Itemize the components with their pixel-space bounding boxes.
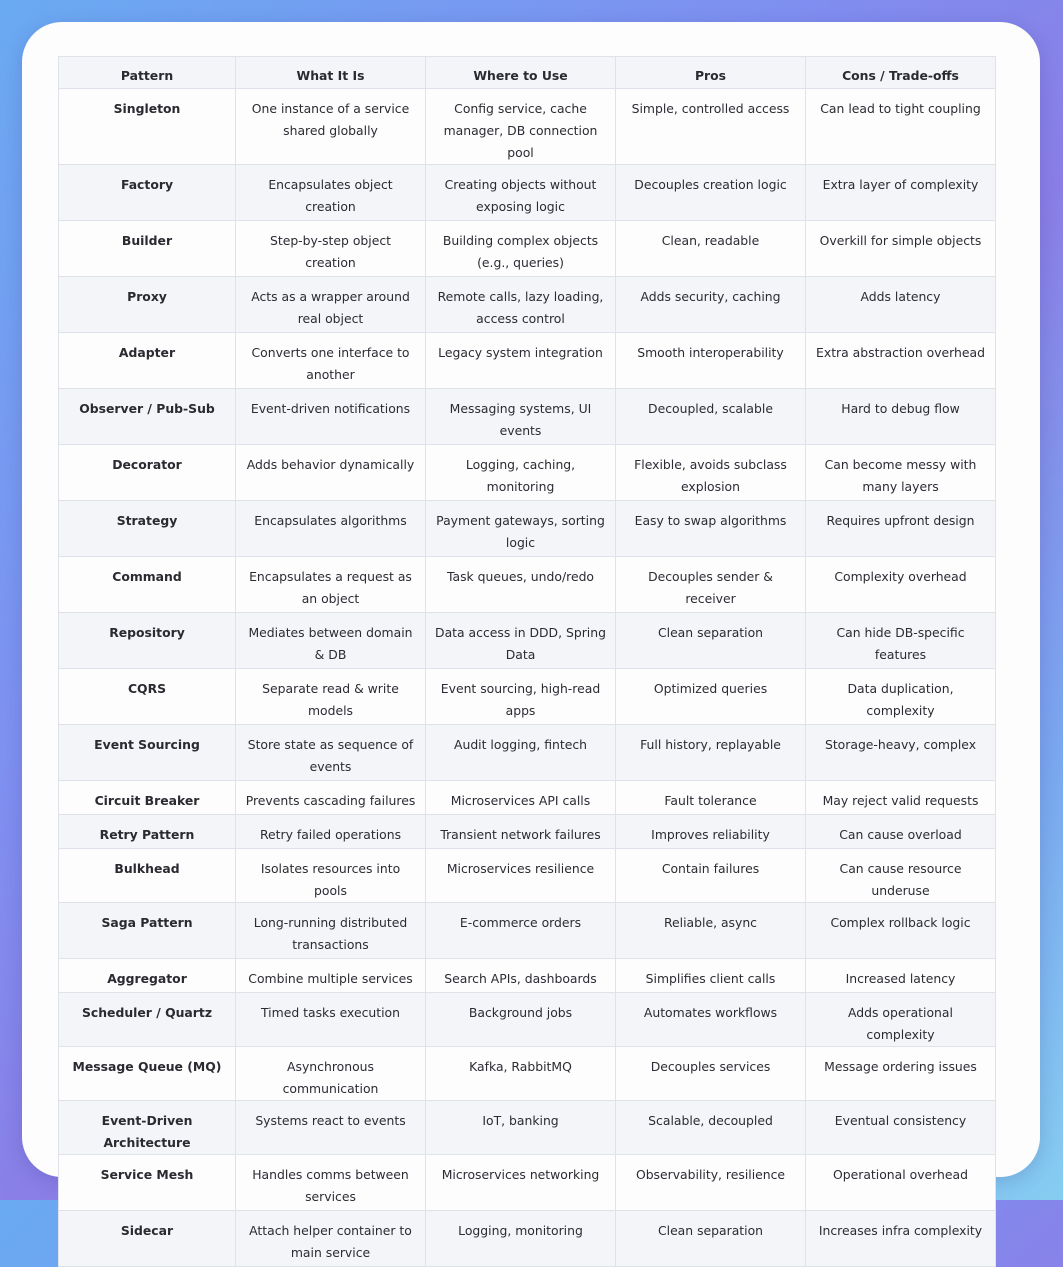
where-cell: Transient network failures <box>426 815 616 849</box>
cons-cell: Storage-heavy, complex <box>806 725 996 781</box>
pattern-cell: Decorator <box>59 445 236 501</box>
pattern-cell: Sidecar <box>59 1211 236 1267</box>
pattern-cell: Retry Pattern <box>59 815 236 849</box>
pros-cell: Smooth interoperability <box>616 333 806 389</box>
table-row <box>59 613 996 669</box>
cons-cell: Eventual consistency <box>806 1101 996 1155</box>
table-row <box>59 993 996 1047</box>
what-cell: Handles comms between services <box>236 1155 426 1211</box>
pros-cell: Fault tolerance <box>616 781 806 815</box>
pattern-cell: Service Mesh <box>59 1155 236 1211</box>
where-cell: Building complex objects (e.g., queries) <box>426 221 616 277</box>
where-cell: Background jobs <box>426 993 616 1047</box>
pros-cell: Clean, readable <box>616 221 806 277</box>
pattern-cell: Circuit Breaker <box>59 781 236 815</box>
pattern-cell: Adapter <box>59 333 236 389</box>
pattern-cell: Aggregator <box>59 959 236 993</box>
where-cell: Event sourcing, high-read apps <box>426 669 616 725</box>
pros-cell: Decouples services <box>616 1047 806 1101</box>
table-row <box>59 557 996 613</box>
table-row <box>59 725 996 781</box>
where-cell: Creating objects without exposing logic <box>426 165 616 221</box>
where-cell: IoT, banking <box>426 1101 616 1155</box>
column-header-pros: Pros <box>616 57 806 89</box>
cons-cell: Can become messy with many layers <box>806 445 996 501</box>
cons-cell: Hard to debug flow <box>806 389 996 445</box>
pros-cell: Full history, replayable <box>616 725 806 781</box>
pros-cell: Simplifies client calls <box>616 959 806 993</box>
cons-cell: Can lead to tight coupling <box>806 89 996 165</box>
what-cell: Long-running distributed transactions <box>236 903 426 959</box>
where-cell: Payment gateways, sorting logic <box>426 501 616 557</box>
where-cell: Microservices API calls <box>426 781 616 815</box>
cons-cell: Extra abstraction overhead <box>806 333 996 389</box>
table-row <box>59 849 996 903</box>
table-row <box>59 501 996 557</box>
table-row <box>59 165 996 221</box>
table-row <box>59 1047 996 1101</box>
pattern-cell: Scheduler / Quartz <box>59 993 236 1047</box>
what-cell: Separate read & write models <box>236 669 426 725</box>
what-cell: Systems react to events <box>236 1101 426 1155</box>
what-cell: Encapsulates object creation <box>236 165 426 221</box>
table-row <box>59 1101 996 1155</box>
where-cell: Microservices resilience <box>426 849 616 903</box>
pros-cell: Contain failures <box>616 849 806 903</box>
what-cell: Adds behavior dynamically <box>236 445 426 501</box>
table-row <box>59 1155 996 1211</box>
pros-cell: Adds security, caching <box>616 277 806 333</box>
table-row <box>59 445 996 501</box>
where-cell: Messaging systems, UI events <box>426 389 616 445</box>
what-cell: Asynchronous communication <box>236 1047 426 1101</box>
what-cell: Encapsulates a request as an object <box>236 557 426 613</box>
cons-cell: Overkill for simple objects <box>806 221 996 277</box>
cons-cell: Can cause resource underuse <box>806 849 996 903</box>
cons-cell: Operational overhead <box>806 1155 996 1211</box>
where-cell: Config service, cache manager, DB connection pool <box>426 89 616 165</box>
pattern-cell: Proxy <box>59 277 236 333</box>
cons-cell: Can hide DB-specific features <box>806 613 996 669</box>
where-cell: Kafka, RabbitMQ <box>426 1047 616 1101</box>
column-header-pattern: Pattern <box>59 57 236 89</box>
table-row <box>59 781 996 815</box>
table-row <box>59 669 996 725</box>
pros-cell: Easy to swap algorithms <box>616 501 806 557</box>
what-cell: One instance of a service shared globally <box>236 89 426 165</box>
what-cell: Converts one interface to another <box>236 333 426 389</box>
pattern-cell: Strategy <box>59 501 236 557</box>
what-cell: Isolates resources into pools <box>236 849 426 903</box>
cons-cell: Adds operational complexity <box>806 993 996 1047</box>
pattern-cell: Event-Driven Architecture <box>59 1101 236 1155</box>
table-card <box>22 22 1040 1260</box>
pattern-cell: Message Queue (MQ) <box>59 1047 236 1101</box>
pattern-cell: Repository <box>59 613 236 669</box>
table-row <box>59 89 996 165</box>
pros-cell: Improves reliability <box>616 815 806 849</box>
design-patterns-table <box>58 56 996 1267</box>
where-cell: Microservices networking <box>426 1155 616 1211</box>
cons-cell: Can cause overload <box>806 815 996 849</box>
pattern-cell: Builder <box>59 221 236 277</box>
table-row <box>59 333 996 389</box>
pattern-cell: Observer / Pub-Sub <box>59 389 236 445</box>
pattern-cell: Factory <box>59 165 236 221</box>
pattern-cell: Event Sourcing <box>59 725 236 781</box>
column-header-what-it-is: What It Is <box>236 57 426 89</box>
pros-cell: Decouples sender & receiver <box>616 557 806 613</box>
what-cell: Mediates between domain & DB <box>236 613 426 669</box>
cons-cell: Message ordering issues <box>806 1047 996 1101</box>
pros-cell: Clean separation <box>616 1211 806 1267</box>
table-row <box>59 815 996 849</box>
cons-cell: Increases infra complexity <box>806 1211 996 1267</box>
where-cell: Search APIs, dashboards <box>426 959 616 993</box>
cons-cell: Extra layer of complexity <box>806 165 996 221</box>
cons-cell: Requires upfront design <box>806 501 996 557</box>
what-cell: Event-driven notifications <box>236 389 426 445</box>
what-cell: Prevents cascading failures <box>236 781 426 815</box>
what-cell: Retry failed operations <box>236 815 426 849</box>
pros-cell: Scalable, decoupled <box>616 1101 806 1155</box>
pattern-cell: Bulkhead <box>59 849 236 903</box>
what-cell: Step-by-step object creation <box>236 221 426 277</box>
what-cell: Combine multiple services <box>236 959 426 993</box>
where-cell: Logging, caching, monitoring <box>426 445 616 501</box>
what-cell: Timed tasks execution <box>236 993 426 1047</box>
table-row <box>59 277 996 333</box>
column-header-where-to-use: Where to Use <box>426 57 616 89</box>
what-cell: Store state as sequence of events <box>236 725 426 781</box>
pattern-cell: Saga Pattern <box>59 903 236 959</box>
table-row <box>59 1211 996 1267</box>
where-cell: E-commerce orders <box>426 903 616 959</box>
pattern-cell: Singleton <box>59 89 236 165</box>
pattern-cell: Command <box>59 557 236 613</box>
cons-cell: Complexity overhead <box>806 557 996 613</box>
cons-cell: Data duplication, complexity <box>806 669 996 725</box>
header-row <box>59 57 996 89</box>
pros-cell: Reliable, async <box>616 903 806 959</box>
pros-cell: Decouples creation logic <box>616 165 806 221</box>
pros-cell: Flexible, avoids subclass explosion <box>616 445 806 501</box>
pros-cell: Automates workflows <box>616 993 806 1047</box>
pros-cell: Simple, controlled access <box>616 89 806 165</box>
where-cell: Remote calls, lazy loading, access control <box>426 277 616 333</box>
table-row <box>59 959 996 993</box>
cons-cell: May reject valid requests <box>806 781 996 815</box>
pros-cell: Observability, resilience <box>616 1155 806 1211</box>
where-cell: Task queues, undo/redo <box>426 557 616 613</box>
where-cell: Logging, monitoring <box>426 1211 616 1267</box>
what-cell: Encapsulates algorithms <box>236 501 426 557</box>
cons-cell: Increased latency <box>806 959 996 993</box>
column-header-cons: Cons / Trade-offs <box>806 57 996 89</box>
where-cell: Legacy system integration <box>426 333 616 389</box>
cons-cell: Complex rollback logic <box>806 903 996 959</box>
cons-cell: Adds latency <box>806 277 996 333</box>
where-cell: Audit logging, fintech <box>426 725 616 781</box>
pros-cell: Clean separation <box>616 613 806 669</box>
what-cell: Acts as a wrapper around real object <box>236 277 426 333</box>
table-row <box>59 903 996 959</box>
where-cell: Data access in DDD, Spring Data <box>426 613 616 669</box>
table-row <box>59 221 996 277</box>
what-cell: Attach helper container to main service <box>236 1211 426 1267</box>
pros-cell: Optimized queries <box>616 669 806 725</box>
pattern-cell: CQRS <box>59 669 236 725</box>
table-row <box>59 389 996 445</box>
pros-cell: Decoupled, scalable <box>616 389 806 445</box>
